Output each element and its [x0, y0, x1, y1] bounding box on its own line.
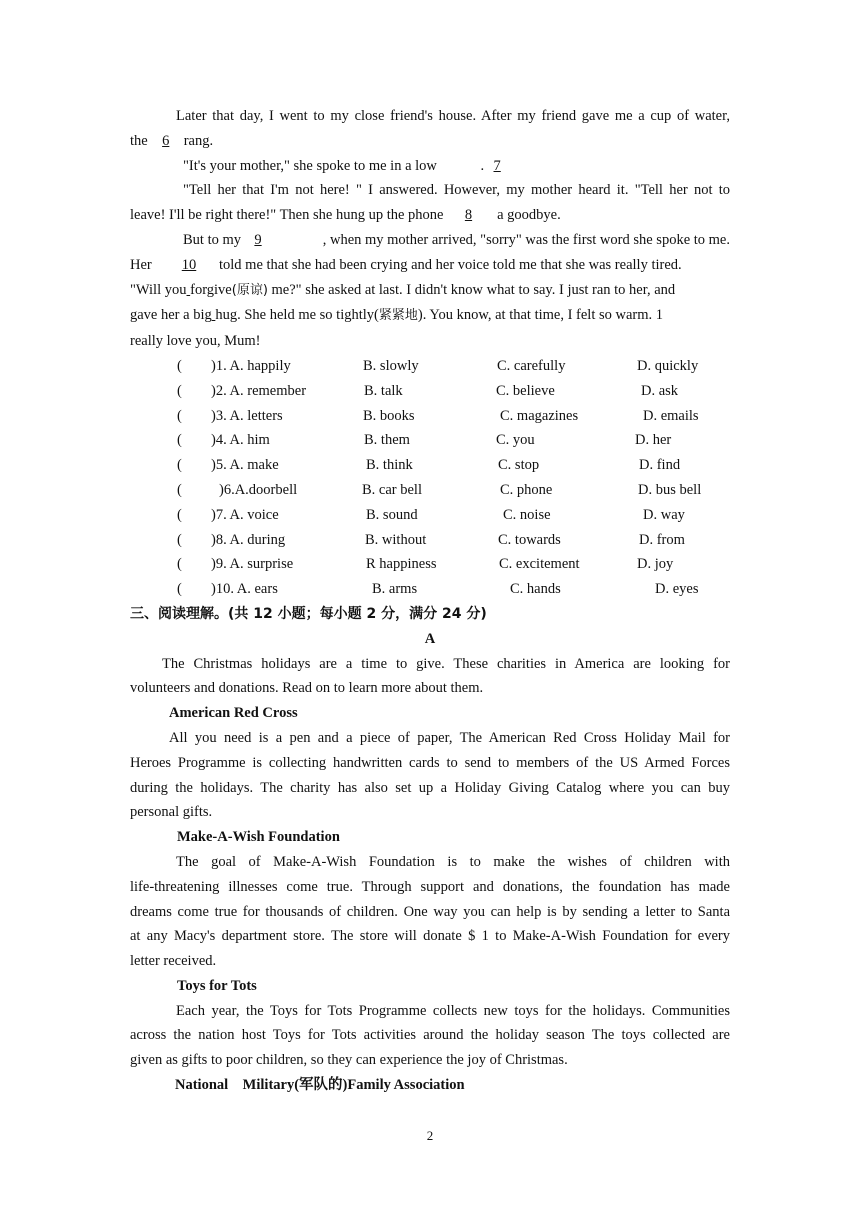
passage-text: volunteers and donations. Read on to learn more about them.: [130, 680, 484, 697]
option-d: D. emails: [643, 407, 699, 424]
question-row[interactable]: [130, 577, 730, 602]
option-c: C. carefully: [497, 357, 566, 374]
story-text: "It's your mother," she spoke to me in a low: [183, 157, 437, 174]
question-row[interactable]: [130, 379, 730, 404]
story-text: "Tell her that I'm not here! " I answered. However, my mother heard it. "Tell her not to: [183, 182, 730, 199]
option-c: C. believe: [496, 382, 555, 399]
passage-text: The goal of Make-A-Wish Foundation is to make the wishes of children with: [176, 853, 730, 870]
option-a: )6.A.doorbell: [219, 481, 298, 498]
passage-text: life-threatening illnesses come true. Through support and donations, the foundation has made: [130, 878, 730, 895]
charity-title: [130, 1073, 730, 1098]
option-a: )3. A. letters: [211, 407, 283, 424]
option-b: B. books: [363, 407, 415, 424]
passage-text: Heroes Programme is collecting handwritten cards to send to members of the US Armed Forces: [130, 754, 730, 771]
answer-paren[interactable]: (: [177, 481, 182, 498]
passage-text: Each year, the Toys for Tots Programme collects new toys for the holidays. Communities: [176, 1002, 730, 1019]
story-text-post: me?" she asked at last. I didn't know what to say. I just ran to her, and: [267, 281, 676, 298]
story-line: [130, 228, 730, 253]
option-a: )7. A. voice: [211, 506, 279, 523]
story-text-post: ). You know, at that time, I felt so warm. 1: [417, 307, 664, 324]
option-d: D. quickly: [637, 357, 699, 374]
story-text: Later that day, I went to my close friend's house. After my friend gave me a cup of water,: [176, 108, 730, 124]
story-line: [130, 329, 730, 354]
charity-title: Make-A-Wish Foundation: [177, 829, 340, 846]
option-b: B. arms: [372, 581, 418, 598]
answer-paren[interactable]: (: [177, 357, 182, 374]
option-d: D. her: [635, 432, 672, 449]
passage-text: across the nation host Toys for Tots activities around the holiday season The toys collected are: [130, 1027, 730, 1044]
passage-text: The Christmas holidays are a time to give. These charities in America are looking for: [162, 655, 730, 672]
option-b: R happiness: [366, 556, 437, 573]
option-b: B. talk: [364, 382, 403, 399]
story-line: [130, 203, 730, 228]
story-text: really love you, Mum!: [130, 333, 261, 350]
story-text-pre: But to my: [183, 231, 242, 248]
story-text: [130, 303, 663, 329]
option-c: C. towards: [498, 531, 561, 548]
blank-9[interactable]: 9: [254, 231, 262, 248]
story-text-mid: . She held me so tightly(: [237, 307, 379, 324]
story-text: [130, 253, 682, 278]
story-line: [130, 104, 730, 129]
option-d: D. bus bell: [638, 481, 702, 498]
option-a: )9. A. surprise: [211, 556, 294, 573]
answer-paren[interactable]: (: [177, 581, 182, 598]
option-b: B. them: [364, 432, 410, 449]
answer-paren[interactable]: (: [177, 457, 182, 474]
blank-6[interactable]: 6: [162, 132, 170, 149]
passage-line: [130, 726, 730, 751]
page-number: 2: [426, 1128, 434, 1143]
passage-line: [130, 800, 730, 825]
question-list: [130, 354, 730, 602]
passage-line: [130, 751, 730, 776]
option-a: )8. A. during: [211, 531, 286, 548]
passage-text: given as gifts to poor children, so they can experience the joy of Christmas.: [130, 1052, 568, 1069]
passage-line: [130, 1048, 730, 1073]
option-a: )5. A. make: [211, 457, 279, 474]
answer-paren[interactable]: (: [177, 531, 182, 548]
question-row[interactable]: [130, 453, 730, 478]
option-d: D. ask: [641, 382, 679, 399]
story-line: [130, 253, 730, 278]
story-text: a goodbye.: [493, 207, 561, 224]
story-text-pre: gave her a big: [130, 307, 212, 324]
story-line: [130, 178, 730, 203]
option-b: B. without: [365, 531, 427, 548]
option-d: D. find: [639, 457, 681, 474]
option-c: C. stop: [498, 457, 540, 474]
option-a: )1. A. happily: [211, 357, 291, 374]
answer-paren[interactable]: (: [177, 432, 182, 449]
passage-label: A: [424, 630, 436, 647]
option-b: B. sound: [366, 506, 418, 523]
story-text: , when my mother arrived, "sorry" was the first word she spoke to me.: [322, 231, 730, 248]
passage-text: at any Macy's department store. The store will donate $ 1 to Make-A-Wish Foundation for every: [130, 928, 730, 945]
charity-title-part: National: [175, 1077, 229, 1094]
option-c: C. noise: [503, 506, 551, 523]
passage-text: All you need is a pen and a piece of paper, The American Red Cross Holiday Mail for: [169, 729, 730, 746]
answer-paren[interactable]: (: [177, 382, 182, 399]
passage-text: dreams come true for thousands of children. One way you can help is by sending a letter to Santa: [130, 903, 730, 920]
chinese-gloss: 紧紧地: [378, 308, 418, 324]
passage-line: [130, 999, 730, 1024]
option-c: C. you: [496, 432, 535, 449]
option-a: )10. A. ears: [211, 581, 278, 598]
story-line: [130, 129, 730, 154]
story-text: .: [480, 157, 485, 174]
story-text-post: told me that she had been crying and her voice told me that she was really tired.: [219, 256, 682, 273]
question-row[interactable]: [130, 528, 730, 553]
option-d: D. eyes: [655, 581, 699, 598]
passage-text: letter received.: [130, 953, 217, 970]
question-row[interactable]: [130, 404, 730, 429]
passage-line: [130, 652, 730, 677]
passage-line: [130, 949, 730, 974]
question-row[interactable]: [130, 428, 730, 453]
passage-line: [130, 1023, 730, 1048]
option-c: C. excitement: [499, 556, 580, 573]
story-line: [130, 303, 730, 329]
story-text: leave! I'll be right there!" Then she hung up the phone: [130, 207, 444, 224]
passage-text: during the holidays. The charity has also set up a Holiday Giving Catalog where you can buy: [130, 779, 730, 796]
blank-7[interactable]: 7: [493, 157, 501, 174]
story-line: [130, 154, 730, 179]
charity-title: Toys for Tots: [177, 977, 257, 994]
section-heading: 三、阅读理解。(共 12 小题；每小题 2 分，满分 24 分): [130, 605, 487, 622]
question-row[interactable]: [130, 478, 730, 503]
story-text: the: [130, 132, 148, 149]
story-text-pre: Her: [130, 256, 156, 273]
option-b: B. car bell: [362, 481, 422, 498]
story-line: [130, 278, 730, 304]
question-row[interactable]: [130, 354, 730, 379]
document-page: [130, 104, 730, 1098]
chinese-gloss: (原谅): [231, 282, 268, 298]
option-d: D. from: [639, 531, 685, 548]
blank-10[interactable]: 10: [181, 256, 197, 273]
option-b: B. think: [366, 457, 413, 474]
story-text: [130, 278, 675, 304]
option-d: D. way: [643, 506, 685, 523]
option-c: C. hands: [510, 581, 561, 598]
answer-paren[interactable]: (: [177, 556, 182, 573]
story-text: [183, 228, 275, 253]
story-text-pre: "Will you: [130, 281, 187, 298]
answer-paren[interactable]: (: [177, 407, 182, 424]
option-c: C. phone: [500, 481, 553, 498]
passage-line: [130, 850, 730, 875]
answer-paren[interactable]: (: [177, 506, 182, 523]
passage-line: [130, 776, 730, 801]
question-row[interactable]: [130, 552, 730, 577]
passage-line: [130, 924, 730, 949]
option-a: )2. A. remember: [211, 382, 307, 399]
story-word-hug: hug: [215, 307, 238, 324]
option-b: B. slowly: [363, 357, 419, 374]
option-c: C. magazines: [500, 407, 579, 424]
option-a: )4. A. him: [211, 432, 270, 449]
option-d: D. joy: [637, 556, 674, 573]
passage-line: [130, 900, 730, 925]
passage-line: [130, 875, 730, 900]
passage-line: [130, 676, 730, 701]
story-word-forgive: forgive: [190, 281, 232, 298]
question-row[interactable]: [130, 503, 730, 528]
charity-title-part: Military(军队的)Family Association: [242, 1077, 465, 1094]
blank-8[interactable]: 8: [464, 207, 473, 224]
charity-title: American Red Cross: [169, 705, 298, 722]
passage-text: personal gifts.: [130, 804, 213, 821]
story-text: rang.: [183, 132, 214, 149]
